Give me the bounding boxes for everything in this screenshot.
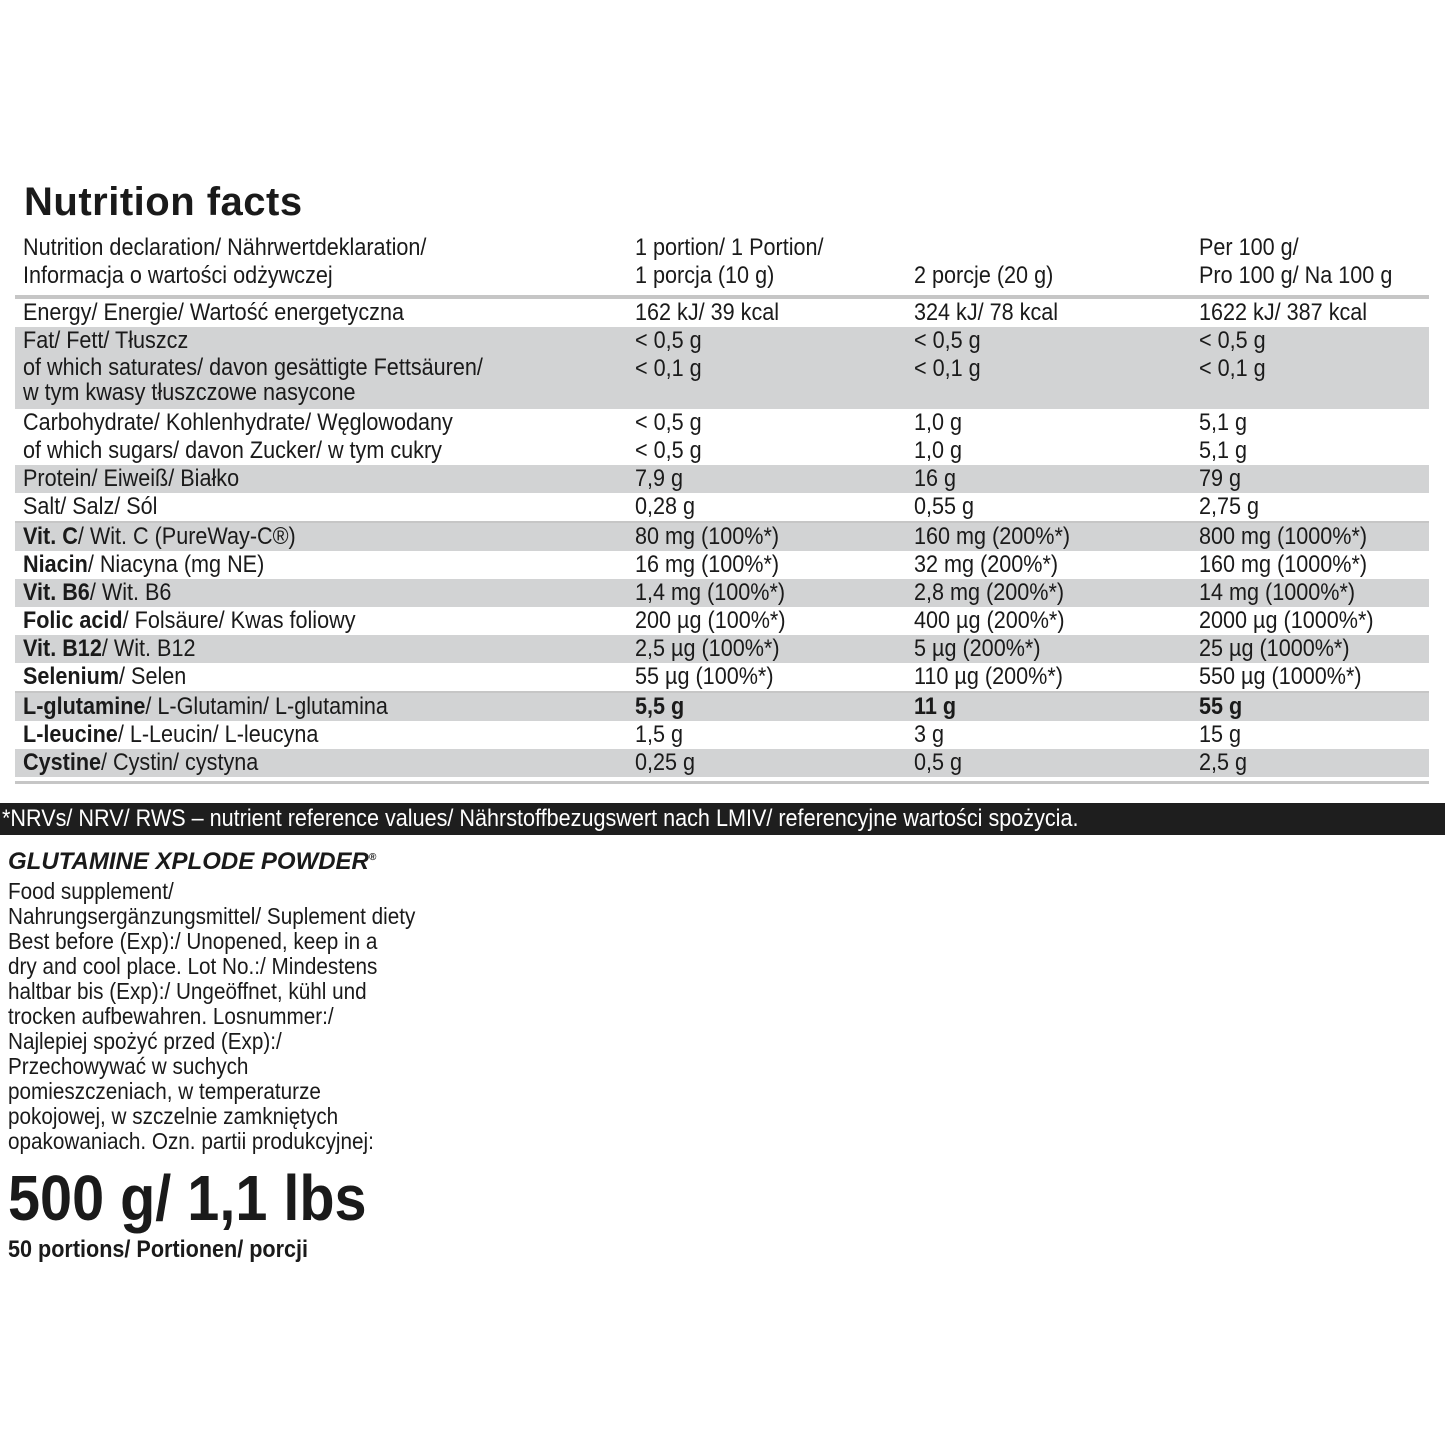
header-col-two-portions: 2 porcje (20 g)	[914, 262, 1054, 289]
row-value: 79 g	[1199, 465, 1242, 492]
row-value: 16 mg (100%*)	[635, 551, 780, 578]
row-value: 5,1 g	[1199, 409, 1248, 436]
product-description	[8, 878, 416, 1154]
row-value: 0,5 g	[914, 749, 963, 776]
row-label: of which saturates/ davon gesättigte Fettsäuren/ w tym kwasy tłuszczowe nasycone	[23, 354, 483, 406]
row-value: 32 mg (200%*)	[914, 551, 1059, 578]
table-row-cystine	[15, 749, 1429, 777]
table-row-carbohydrate	[15, 409, 1429, 437]
row-value: 5,1 g	[1199, 437, 1248, 464]
desc-line: Food supplement/	[8, 878, 174, 904]
table-row-sugars	[15, 437, 1429, 465]
product-name: GLUTAMINE XPLODE POWDER®	[8, 848, 377, 875]
row-value: 800 mg (1000%*)	[1199, 523, 1368, 550]
row-label: of which sugars/ davon Zucker/ w tym cukry	[23, 437, 442, 464]
desc-line: haltbar bis (Exp):/ Ungeöffnet, kühl und	[8, 978, 367, 1004]
row-value: < 0,5 g	[1199, 327, 1266, 354]
row-value: 160 mg (1000%*)	[1199, 551, 1368, 578]
table-row-l-leucine	[15, 721, 1429, 749]
row-value: 55 µg (100%*)	[635, 663, 774, 690]
row-label: Vit. C/ Wit. C (PureWay-C®)	[23, 523, 296, 550]
row-value: 16 g	[914, 465, 957, 492]
row-label: Protein/ Eiweiß/ Białko	[23, 465, 240, 492]
nrv-footnote-bar	[0, 803, 1445, 835]
row-value: 110 µg (200%*)	[914, 663, 1063, 690]
table-row-fat	[15, 327, 1429, 355]
row-value: 1,4 mg (100%*)	[635, 579, 786, 606]
row-value: < 0,5 g	[635, 437, 702, 464]
row-value: < 0,5 g	[635, 409, 702, 436]
row-value: 1622 kJ/ 387 kcal	[1199, 299, 1368, 326]
desc-line: opakowaniach. Ozn. partii produkcyjnej:	[8, 1128, 374, 1154]
row-value: 5,5 g	[635, 693, 685, 720]
row-label: Fat/ Fett/ Tłuszcz	[23, 327, 189, 354]
desc-line: trocken aufbewahren. Losnummer:/	[8, 1003, 334, 1029]
row-label: Vit. B12/ Wit. B12	[23, 635, 196, 662]
row-value: 160 mg (200%*)	[914, 523, 1071, 550]
row-value: < 0,5 g	[914, 327, 981, 354]
desc-line: pokojowej, w szczelnie zamkniętych	[8, 1103, 339, 1129]
row-value: 55 g	[1199, 693, 1243, 720]
row-value: 3 g	[914, 721, 945, 748]
table-row-saturates	[15, 355, 1429, 409]
table-row-vit-b6	[15, 579, 1429, 607]
row-value: 7,9 g	[635, 465, 684, 492]
row-value: 11 g	[914, 693, 957, 720]
row-label: Vit. B6/ Wit. B6	[23, 579, 172, 606]
row-label: Selenium/ Selen	[23, 663, 187, 690]
desc-line: Nahrungsergänzungsmittel/ Suplement diety	[8, 903, 416, 929]
row-value: < 0,1 g	[635, 355, 702, 382]
desc-line: Best before (Exp):/ Unopened, keep in a	[8, 928, 378, 954]
row-value: 2,5 g	[1199, 749, 1248, 776]
row-value: 14 mg (1000%*)	[1199, 579, 1356, 606]
row-value: < 0,5 g	[635, 327, 702, 354]
row-value: < 0,1 g	[914, 355, 981, 382]
portions-count: 50 portions/ Portionen/ porcji	[8, 1236, 309, 1263]
row-value: 2,75 g	[1199, 493, 1260, 520]
nutrition-facts-title: Nutrition facts	[24, 180, 303, 224]
table-row-protein	[15, 465, 1429, 493]
row-value: 25 µg (1000%*)	[1199, 635, 1350, 662]
row-value: 2000 µg (1000%*)	[1199, 607, 1374, 634]
header-col-per-100g: Per 100 g/ Pro 100 g/ Na 100 g	[1199, 234, 1393, 289]
row-label: L-glutamine/ L-Glutamin/ L-glutamina	[23, 693, 388, 720]
desc-line: pomieszczeniach, w temperaturze	[8, 1078, 321, 1104]
row-value: 15 g	[1199, 721, 1242, 748]
table-row-salt	[15, 493, 1429, 521]
row-value: 200 µg (100%*)	[635, 607, 786, 634]
row-label: Folic acid/ Folsäure/ Kwas foliowy	[23, 607, 356, 634]
nrv-footnote: *NRVs/ NRV/ RWS – nutrient reference values/ Nährstoffbezugswert nach LMIV/ referencyjne wartości spożycia.	[2, 805, 1079, 832]
table-row-vit-b12	[15, 635, 1429, 663]
row-value: 2,8 mg (200%*)	[914, 579, 1065, 606]
row-value: 162 kJ/ 39 kcal	[635, 299, 780, 326]
row-value: 1,0 g	[914, 409, 963, 436]
table-header	[15, 232, 1429, 295]
row-value: 0,55 g	[914, 493, 975, 520]
row-value: 1,0 g	[914, 437, 963, 464]
registered-mark: ®	[368, 852, 377, 863]
row-value: 2,5 µg (100%*)	[635, 635, 780, 662]
row-label: Niacin/ Niacyna (mg NE)	[23, 551, 265, 578]
row-label: Cystine/ Cystin/ cystyna	[23, 749, 259, 776]
row-label: Energy/ Energie/ Wartość energetyczna	[23, 299, 404, 326]
row-value: 80 mg (100%*)	[635, 523, 780, 550]
table-row-folic-acid	[15, 607, 1429, 635]
table-row-selenium	[15, 663, 1429, 691]
header-col-portion: 1 portion/ 1 Portion/ 1 porcja (10 g)	[635, 234, 824, 289]
row-value: 0,25 g	[635, 749, 696, 776]
row-value: 5 µg (200%*)	[914, 635, 1041, 662]
row-value: 0,28 g	[635, 493, 696, 520]
row-label: Salt/ Salz/ Sól	[23, 493, 158, 520]
desc-line: Najlepiej spożyć przed (Exp):/	[8, 1028, 282, 1054]
table-row-l-glutamine	[15, 693, 1429, 721]
desc-line: dry and cool place. Lot No.:/ Mindestens	[8, 953, 378, 979]
net-weight: 500 g/ 1,1 lbs	[8, 1162, 367, 1234]
row-label: Carbohydrate/ Kohlenhydrate/ Węglowodany	[23, 409, 453, 436]
header-label: Nutrition declaration/ Nährwertdeklaration/ Informacja o wartości odżywczej	[23, 234, 427, 289]
row-value: 400 µg (200%*)	[914, 607, 1065, 634]
row-value: 1,5 g	[635, 721, 684, 748]
desc-line: Przechowywać w suchych	[8, 1053, 249, 1079]
row-label: L-leucine/ L-Leucin/ L-leucyna	[23, 721, 319, 748]
nutrition-table	[15, 232, 1429, 784]
table-row-energy	[15, 299, 1429, 327]
row-value: 550 µg (1000%*)	[1199, 663, 1362, 690]
row-value: < 0,1 g	[1199, 355, 1266, 382]
table-row-vit-c	[15, 523, 1429, 551]
table-row-niacin	[15, 551, 1429, 579]
table-bottom-rule	[15, 781, 1429, 784]
row-value: 324 kJ/ 78 kcal	[914, 299, 1059, 326]
